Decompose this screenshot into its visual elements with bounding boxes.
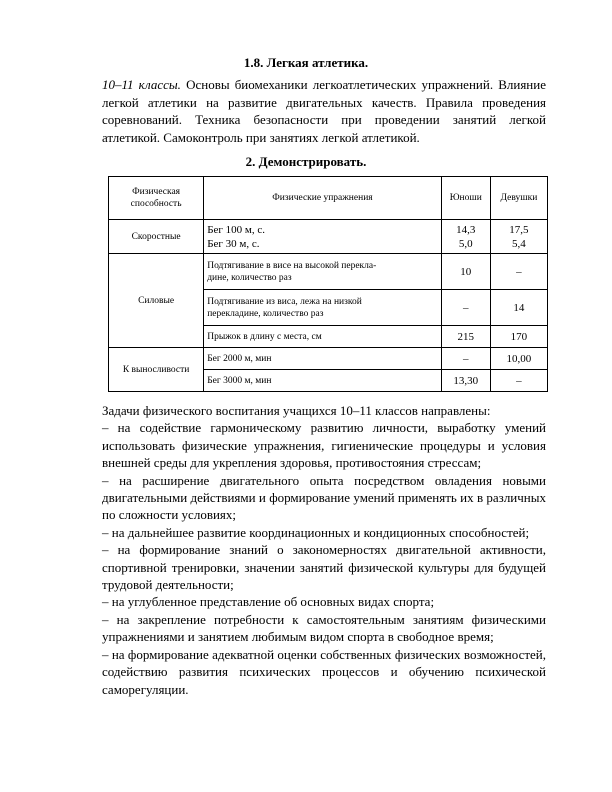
girls-cell bbox=[490, 220, 547, 254]
intro-text: Основы биомеханики легкоатлетических упражнений. Влияние легкой атлетики на развитие двигательных качеств. Правила проведения соревнований. Техника безопасности при проведении занятий легкой атлетикой. Самоконтроль при занятиях легкой атлетикой. bbox=[102, 77, 546, 145]
subsection-heading: 2. Демонстрировать. bbox=[245, 154, 367, 169]
girls-value: 5,4 bbox=[512, 237, 526, 250]
exercise-line: Подтягивание из виса, лежа на низкой bbox=[207, 296, 362, 307]
exercise-cell bbox=[204, 254, 442, 290]
grade-label: 10–11 классы. bbox=[102, 77, 181, 92]
boys-cell bbox=[441, 220, 490, 254]
tasks-section bbox=[102, 402, 546, 698]
task-item: – на содействие гармоническому развитию личности, выработку умений использовать физические упражнения, гигиенические процедуры и условия внешней среды для укрепления здоровья, противостояния стрессам; bbox=[102, 420, 546, 471]
task-item: – на дальнейшее развитие координационных и кондиционных способностей; bbox=[102, 524, 530, 540]
exercise-cell: Бег 3000 м, мин bbox=[204, 370, 442, 392]
task-item: – на закрепление потребности к самостоятельным занятиям физическими упражнениями и занятием любимым видом спорта в свободное время; bbox=[102, 611, 546, 645]
ability-cell: К выносливости bbox=[109, 348, 204, 392]
table-row bbox=[109, 348, 548, 370]
boys-cell: 10 bbox=[441, 254, 490, 290]
task-item: – на формирование знаний о закономерностях двигательной активности, спортивной тренировки, значении занятий физической культуры для будущей трудовой деятельности; bbox=[102, 542, 546, 593]
exercise-line: Бег 100 м, с. bbox=[207, 223, 266, 236]
tasks-lead: Задачи физического воспитания учащихся 10–11 классов направлены: bbox=[102, 403, 491, 418]
table-row bbox=[109, 220, 548, 254]
intro-paragraph bbox=[102, 76, 546, 146]
girls-cell: – bbox=[490, 254, 547, 290]
task-item: – на расширение двигательного опыта посредством овладения новыми двигательными действиями и формирование умений применять их в различных по сложности условиях; bbox=[102, 472, 546, 523]
table-row bbox=[109, 254, 548, 290]
boys-cell: 13,30 bbox=[441, 370, 490, 392]
boys-value: 5,0 bbox=[458, 237, 473, 250]
norms-table bbox=[108, 176, 548, 392]
girls-cell: 14 bbox=[490, 290, 547, 326]
exercise-line: Бег 30 м, с. bbox=[207, 237, 260, 250]
boys-cell: – bbox=[441, 290, 490, 326]
girls-value: 17,5 bbox=[509, 223, 529, 236]
exercise-cell: Бег 2000 м, мин bbox=[204, 348, 442, 370]
girls-cell: – bbox=[490, 370, 547, 392]
boys-cell: – bbox=[441, 348, 490, 370]
task-item: – на углубленное представление об основных видах спорта; bbox=[102, 594, 435, 610]
table-header-row bbox=[109, 177, 548, 220]
task-item: – на формирование адекватной оценки собственных физических возможностей, содействию развития психических процессов и обучению психической саморегуляции. bbox=[102, 646, 546, 697]
exercise-cell: Прыжок в длину с места, см bbox=[204, 326, 442, 348]
section-heading: 1.8. Легкая атлетика. bbox=[243, 55, 369, 70]
girls-cell: 10,00 bbox=[490, 348, 547, 370]
exercise-line: Подтягивание в висе на высокой перекла- bbox=[207, 260, 377, 271]
ability-cell: Скоростные bbox=[109, 220, 204, 254]
exercise-cell bbox=[204, 220, 442, 254]
exercise-cell bbox=[204, 290, 442, 326]
girls-cell: 170 bbox=[490, 326, 547, 348]
boys-value: 14,3 bbox=[456, 223, 476, 236]
boys-cell: 215 bbox=[441, 326, 490, 348]
header-girls: Девушки bbox=[490, 177, 547, 220]
exercise-line: перекладине, количество раз bbox=[207, 308, 324, 319]
exercise-line: дине, количество раз bbox=[207, 272, 292, 283]
header-ability: Физическая способность bbox=[109, 177, 204, 220]
header-boys: Юноши bbox=[441, 177, 490, 220]
ability-cell: Силовые bbox=[109, 254, 204, 348]
header-exercise: Физические упражнения bbox=[204, 177, 442, 220]
